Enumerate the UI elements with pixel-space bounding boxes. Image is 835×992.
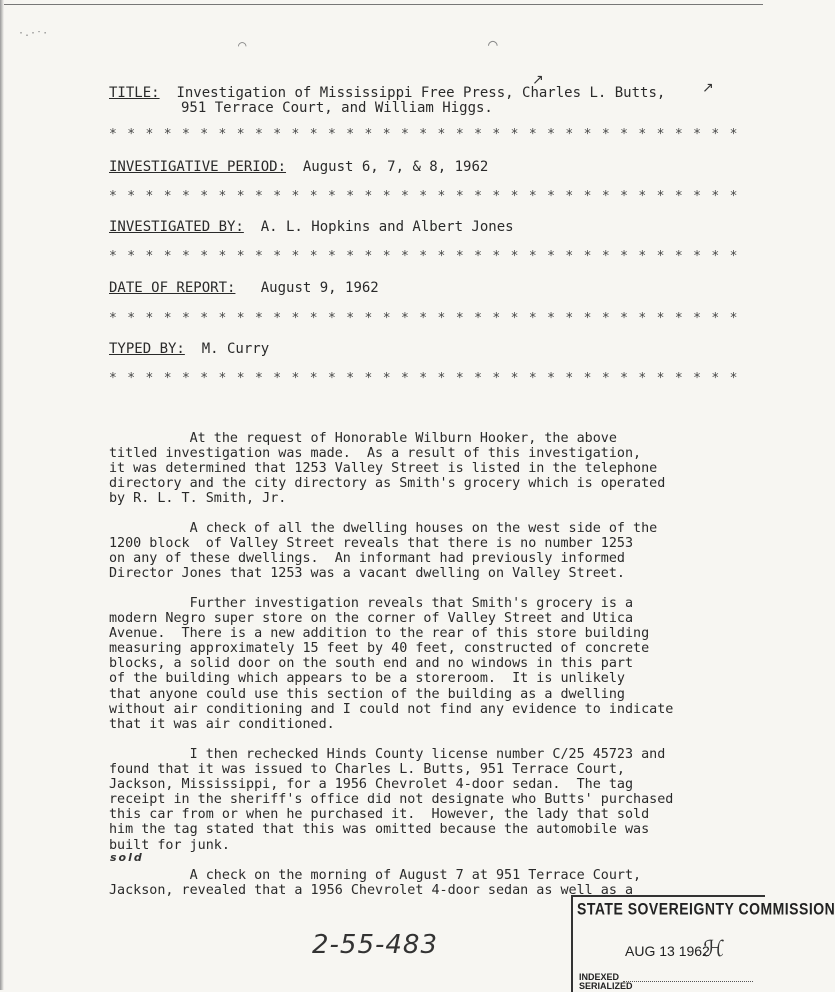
signature-mark-icon: ℋ — [703, 937, 725, 962]
stamp-date: AUG 13 1962 — [625, 943, 710, 959]
period-label: INVESTIGATIVE PERIOD: — [109, 159, 287, 175]
typed-label: TYPED BY: — [109, 341, 185, 357]
page-left-edge — [0, 0, 4, 990]
scan-speck: ⌒ — [488, 34, 498, 53]
title-line-2: 951 Terrace Court, and William Higgs. — [181, 100, 493, 116]
stamp-serialized-label: SERIALIZED — [579, 981, 633, 991]
title-text-1: Investigation of Mississippi Free Press, Charles L. Butts, — [176, 85, 666, 101]
title-label: TITLE: — [109, 85, 160, 101]
typed-value: M. Curry — [201, 341, 270, 357]
date-value: August 9, 1962 — [260, 280, 379, 296]
period-row — [109, 160, 488, 175]
separator: * * * * * * * * * * * * * * * * * * * * * * * * * * * * * * * * * * * — [109, 371, 739, 386]
period-value: August 6, 7, & 8, 1962 — [302, 159, 489, 175]
check-mark-icon: ↗ — [702, 80, 714, 96]
date-label: DATE OF REPORT: — [109, 280, 236, 296]
paragraph-1: At the request of Honorable Wilburn Hooker, the above titled investigation was made. As a result of this investigation, it was determined that 1253 Valley Street is listed in the telephone directory and the city directory as Smith's grocery which is operated by R. L. T. Smith, Jr. — [109, 431, 666, 507]
title-line-1 — [109, 86, 665, 101]
stamp-indexed — [579, 973, 633, 991]
separator: * * * * * * * * * * * * * * * * * * * * * * * * * * * * * * * * * * * — [109, 311, 739, 326]
investigated-row — [109, 220, 514, 235]
paragraph-2: A check of all the dwelling houses on the west side of the 1200 block of Valley Street reveals that there is no number 1253 on any of these dwellings. An informant had previously informed Director Jones that 1253 was a vacant dwelling on Valley Street. — [109, 521, 658, 582]
investigated-label: INVESTIGATED BY: — [109, 219, 244, 235]
typed-row — [109, 342, 269, 357]
handwritten-file-number: 2-55-483 — [312, 930, 439, 960]
stamp-dotted-line — [623, 981, 753, 982]
paragraph-3: Further investigation reveals that Smith's grocery is a modern Negro super store on the corner of Valley Street and Utica Avenue. There is a new addition to the rear of this store building measuring approximately 15 feet by 40 feet, constructed of concrete blocks, a solid door on the south end and no windows in this part of the building which appears to be a storeroom. It is unlikely that anyone could use this section of the building as a dwelling without air conditioning and I could not find any evidence to indicate that it was air conditioned. — [109, 596, 674, 732]
stamp-title: STATE SOVEREIGNTY COMMISSION — [577, 899, 835, 919]
separator: * * * * * * * * * * * * * * * * * * * * * * * * * * * * * * * * * * * — [109, 249, 739, 264]
scan-speck: ·.·ˑ· — [18, 28, 49, 39]
separator: * * * * * * * * * * * * * * * * * * * * * * * * * * * * * * * * * * * — [109, 127, 739, 142]
stamp-indexed-label: INDEXED — [579, 972, 620, 982]
paragraph-5: A check on the morning of August 7 at 951 Terrace Court, Jackson, revealed that a 1956 Chevrolet 4-door sedan as well as a — [109, 868, 642, 899]
commission-stamp — [571, 895, 835, 992]
date-row — [109, 281, 379, 296]
separator: * * * * * * * * * * * * * * * * * * * * * * * * * * * * * * * * * * * — [109, 189, 739, 204]
investigated-value: A. L. Hopkins and Albert Jones — [260, 219, 514, 235]
check-mark-icon: ↗ — [532, 72, 544, 88]
scan-speck: ◠ — [238, 38, 247, 54]
paragraph-4: I then rechecked Hinds County license number C/25 45723 and found that it was issued to Charles L. Butts, 951 Terrace Court, Jackson, Mississippi, for a 1956 Chevrolet 4-door sedan. The tag receipt in the sheriff's office did not designate who Butts' purchased this car from or when he purchased it. However, the lady that sold him the tag stated that this was omitted because the automobile was built for junk. — [109, 747, 674, 853]
page-top-edge — [0, 4, 763, 5]
handwritten-correction: sold — [110, 851, 144, 864]
